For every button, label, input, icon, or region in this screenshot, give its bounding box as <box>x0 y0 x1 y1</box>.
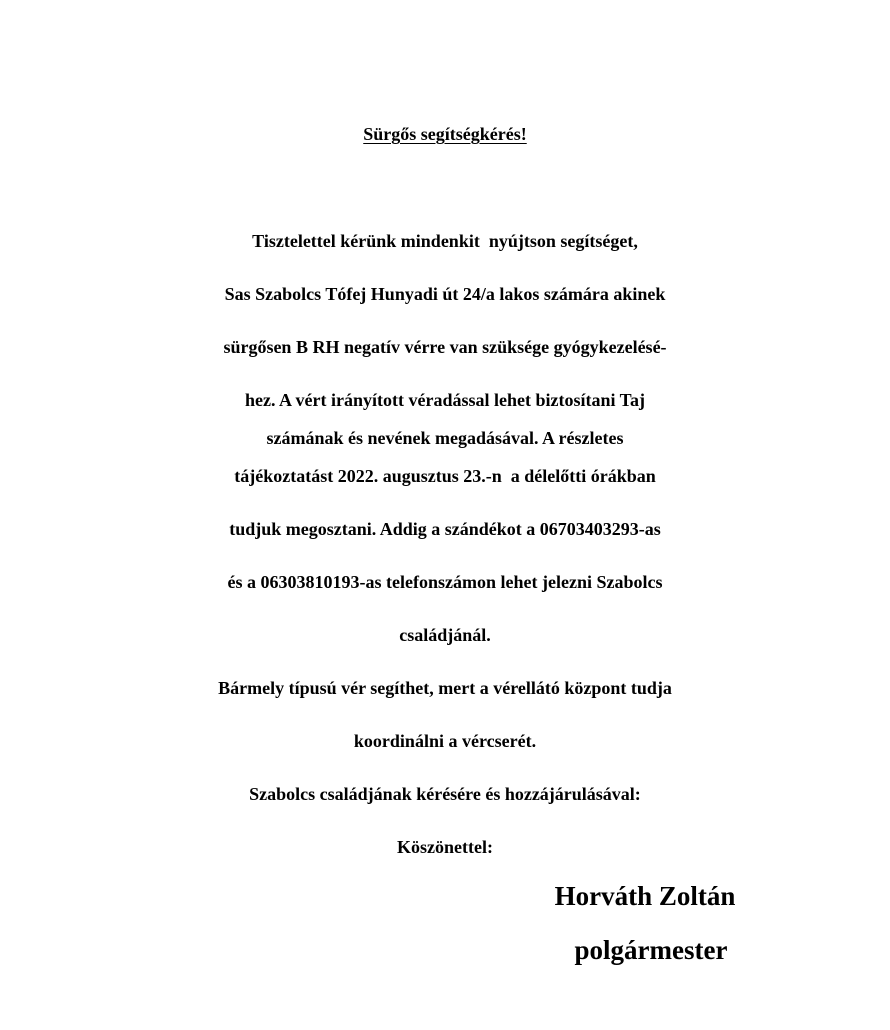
body-line: számának és nevének megadásával. A részletes <box>266 428 624 448</box>
body-line: és a 06303810193-as telefonszámon lehet jelezni Szabolcs <box>227 572 663 592</box>
body-line: tudjuk megosztani. Addig a szándékot a 06703403293-as <box>229 519 661 539</box>
body-line: Szabolcs családjának kérésére és hozzájárulásával: <box>249 784 641 804</box>
letter-title: Sürgős segítségkérés! <box>363 124 527 144</box>
body-line: tájékoztatást 2022. augusztus 23.-n a délelőtti órákban <box>234 466 656 486</box>
body-line: családjánál. <box>399 625 491 645</box>
body-line: Bármely típusú vér segíthet, mert a vérellátó központ tudja <box>218 678 672 698</box>
body-line: hez. A vért irányított véradással lehet biztosítani Taj <box>245 390 645 410</box>
closing-line: Köszönettel: <box>397 837 493 857</box>
signature-role: polgármester <box>574 935 728 965</box>
body-line: Sas Szabolcs Tófej Hunyadi út 24/a lakos számára akinek <box>224 284 666 304</box>
body-line: sürgősen B RH negatív vérre van szüksége gyógykezelésé- <box>223 337 667 357</box>
body-line: Tisztelettel kérünk mindenkit nyújtson segítséget, <box>252 231 638 251</box>
body-line: koordinálni a vércserét. <box>353 731 537 751</box>
signature-name: Horváth Zoltán <box>554 881 736 911</box>
